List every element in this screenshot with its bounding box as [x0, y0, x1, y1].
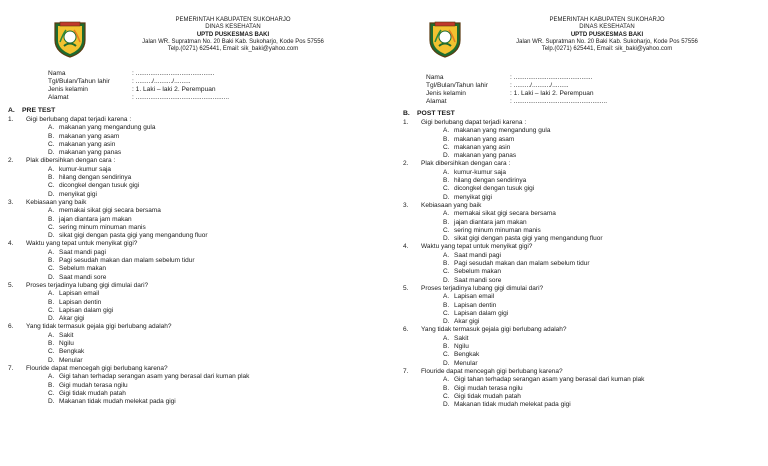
- answer-option: [403, 194, 644, 202]
- name-field: : ...........................................: [132, 70, 215, 77]
- option-letter: B.: [48, 174, 55, 182]
- option-text: Menular: [59, 356, 83, 364]
- dob-label: Tgl/Bulan/Tahun lahir: [426, 82, 488, 89]
- option-text: Saat mandi pagi: [59, 248, 106, 256]
- option-text: Gigi tidak mudah patah: [454, 392, 521, 400]
- question-number: 7.: [403, 367, 409, 375]
- question-text: Gigi berlubang dapat terjadi karena :: [421, 119, 527, 126]
- option-letter: A.: [443, 334, 450, 342]
- answer-option: [8, 340, 249, 348]
- option-text: Lapisan dalam gigi: [454, 309, 509, 317]
- section-heading: PRE TEST: [22, 107, 56, 114]
- option-text: sering minum minuman manis: [454, 226, 541, 234]
- option-letter: C.: [443, 309, 450, 317]
- question-item: [8, 365, 249, 373]
- question-text: Yang tidak termasuk gejala gigi berlubang adalah?: [26, 323, 172, 331]
- option-letter: D.: [443, 359, 450, 367]
- option-text: makanan yang panas: [454, 152, 517, 160]
- option-letter: A.: [48, 165, 55, 173]
- option-text: makanan yang asin: [59, 140, 116, 148]
- option-letter: D.: [48, 356, 55, 364]
- option-text: makanan yang asin: [454, 143, 511, 151]
- question-text: Proses terjadinya lubang gigi dimulai dari?: [26, 281, 149, 289]
- question-text: Waktu yang tepat untuk menyikat gigi?: [421, 243, 533, 251]
- option-text: Gigi tahan terhadap serangan asam yang berasal dari kuman plak: [59, 373, 250, 381]
- question-item: [403, 326, 644, 334]
- option-text: Sebelum makan: [59, 265, 106, 273]
- gender-label: Jenis kelamin: [48, 86, 88, 93]
- question-number: 3.: [403, 201, 409, 209]
- question-item: [403, 285, 644, 293]
- option-text: menyikat gigi: [454, 193, 492, 201]
- name-row: [426, 74, 607, 82]
- letterhead-address: Jalan WR. Supratman No. 20 Baki Kab. Sukoharjo, Kode Pos 57556: [142, 38, 324, 45]
- option-letter: A.: [48, 331, 55, 339]
- answer-option: [8, 174, 249, 182]
- option-text: Lapisan dentin: [59, 298, 102, 306]
- question-text: Proses terjadinya lubang gigi dimulai dari?: [421, 284, 544, 292]
- option-letter: C.: [443, 143, 450, 151]
- option-letter: A.: [48, 124, 55, 132]
- option-letter: A.: [48, 290, 55, 298]
- question-number: 6.: [8, 323, 14, 331]
- question-number: 6.: [403, 326, 409, 334]
- option-text: hilang dengan sendirinya: [59, 174, 132, 182]
- question-text: Flouride dapat mencegah gigi berlubang karena?: [421, 367, 563, 375]
- question-item: [8, 199, 249, 207]
- option-text: Makanan tidak mudah melekat pada gigi: [454, 401, 571, 409]
- question-list: [403, 119, 644, 409]
- name-field: : ...........................................: [510, 74, 593, 81]
- answer-option: [8, 274, 249, 282]
- letterhead-contact: Telp.(0271) 625441, Email: sik_baki@yahoo.com: [541, 46, 673, 53]
- answer-option: [403, 318, 644, 326]
- question-item: [403, 368, 644, 376]
- option-letter: A.: [443, 168, 450, 176]
- answer-option: [403, 385, 644, 393]
- option-text: Sakit: [454, 334, 469, 342]
- answer-option: [8, 207, 249, 215]
- letterhead-address: Jalan WR. Supratman No. 20 Baki Kab. Sukoharjo, Kode Pos 57556: [516, 38, 698, 45]
- option-text: Gigi mudah terasa ngilu: [454, 384, 523, 392]
- letterhead: [472, 17, 742, 53]
- option-text: makanan yang mengandung gula: [454, 127, 551, 135]
- question-text: Plak dibersihkan dengan cara :: [421, 160, 511, 168]
- question-item: [403, 160, 644, 168]
- option-text: Lapisan dalam gigi: [59, 306, 114, 314]
- dob-row: [426, 82, 607, 90]
- option-text: Ngilu: [454, 343, 469, 351]
- option-letter: C.: [48, 348, 55, 356]
- option-letter: C.: [443, 351, 450, 359]
- option-text: Bengkak: [59, 348, 85, 356]
- option-letter: B.: [48, 132, 55, 140]
- answer-option: [403, 393, 644, 401]
- option-text: kumur-kumur saja: [454, 168, 507, 176]
- address-row: [426, 98, 607, 106]
- letterhead-agency: DINAS KESEHATAN: [205, 24, 261, 31]
- letterhead-unit: UPTD PUSKESMAS BAKI: [570, 31, 644, 38]
- option-text: makanan yang mengandung gula: [59, 124, 156, 132]
- question-number: 5.: [8, 281, 14, 289]
- option-text: Gigi mudah terasa ngilu: [59, 381, 128, 389]
- option-letter: B.: [48, 381, 55, 389]
- option-text: Pagi sesudah makan dan malam sebelum tidur: [454, 260, 590, 268]
- option-text: menyikat gigi: [59, 190, 97, 198]
- question-number: 3.: [8, 198, 14, 206]
- question-number: 7.: [8, 364, 14, 372]
- answer-option: [8, 357, 249, 365]
- option-text: Sakit: [59, 331, 74, 339]
- option-text: sikat gigi dengan pasta gigi yang mengandung fluor: [454, 235, 603, 243]
- dob-label: Tgl/Bulan/Tahun lahir: [48, 78, 110, 85]
- option-letter: A.: [48, 248, 55, 256]
- option-letter: D.: [443, 401, 450, 409]
- option-text: memakai sikat gigi secara bersama: [454, 210, 556, 218]
- answer-option: [8, 257, 249, 265]
- regency-emblem-icon: [428, 20, 462, 58]
- option-text: Lapisan dentin: [454, 301, 497, 309]
- option-letter: A.: [443, 210, 450, 218]
- option-text: Menular: [454, 359, 478, 367]
- answer-option: [8, 332, 249, 340]
- option-text: jajan diantara jam makan: [59, 215, 132, 223]
- identity-block: [48, 70, 229, 102]
- question-item: [8, 157, 249, 165]
- option-text: kumur-kumur saja: [59, 165, 112, 173]
- answer-option: [8, 216, 249, 224]
- section-heading: POST TEST: [417, 110, 455, 117]
- option-letter: D.: [443, 152, 450, 160]
- question-text: Yang tidak termasuk gejala gigi berlubang adalah?: [421, 326, 567, 334]
- answer-option: [8, 166, 249, 174]
- question-item: [8, 282, 249, 290]
- option-text: makanan yang panas: [59, 149, 122, 157]
- answer-option: [8, 141, 249, 149]
- question-item: [403, 119, 644, 127]
- name-label: Nama: [48, 70, 66, 77]
- option-letter: C.: [443, 392, 450, 400]
- answer-option: [8, 398, 249, 406]
- answer-option: [8, 224, 249, 232]
- option-letter: A.: [443, 376, 450, 384]
- option-letter: B.: [48, 257, 55, 265]
- question-item: [8, 116, 249, 124]
- option-letter: A.: [443, 293, 450, 301]
- address-field: : ...................................................: [510, 98, 608, 105]
- answer-option: [8, 290, 249, 298]
- answer-option: [8, 149, 249, 157]
- question-number: 1.: [403, 119, 409, 126]
- option-letter: B.: [443, 343, 450, 351]
- option-letter: B.: [443, 301, 450, 309]
- question-item: [403, 202, 644, 210]
- option-letter: D.: [48, 398, 55, 406]
- gender-row: [426, 90, 607, 98]
- letterhead-government: PEMERINTAH KABUPATEN SUKOHARJO: [549, 17, 665, 23]
- answer-option: [403, 219, 644, 227]
- option-letter: C.: [48, 140, 55, 148]
- address-label: Alamat: [48, 94, 69, 101]
- option-text: Lapisan email: [59, 290, 100, 298]
- option-text: Lapisan email: [454, 293, 495, 301]
- answer-option: [8, 124, 249, 132]
- option-letter: C.: [48, 265, 55, 273]
- answer-option: [403, 169, 644, 177]
- regency-emblem-icon: [53, 20, 87, 58]
- option-letter: B.: [443, 384, 450, 392]
- option-text: memakai sikat gigi secara bersama: [59, 207, 161, 215]
- post-test-sheet: [384, 0, 768, 466]
- option-text: sikat gigi dengan pasta gigi yang mengandung fluor: [59, 232, 208, 240]
- option-letter: D.: [443, 235, 450, 243]
- option-letter: D.: [48, 232, 55, 240]
- answer-option: [8, 390, 249, 398]
- answer-option: [403, 252, 644, 260]
- identity-block: [426, 74, 607, 106]
- option-text: jajan diantara jam makan: [454, 218, 527, 226]
- gender-row: [48, 86, 229, 94]
- answer-option: [8, 373, 249, 381]
- option-text: sering minum minuman manis: [59, 223, 146, 231]
- answer-option: [403, 376, 644, 384]
- section-title: [8, 107, 55, 114]
- question-text: Kebiasaan yang baik: [26, 198, 87, 206]
- option-letter: C.: [48, 306, 55, 314]
- answer-option: [403, 360, 644, 368]
- question-item: [403, 243, 644, 251]
- question-list: [8, 116, 249, 406]
- answer-option: [403, 144, 644, 152]
- section-title: [403, 110, 455, 117]
- answer-option: [8, 191, 249, 199]
- answer-option: [403, 351, 644, 359]
- dob-field: : ........./........../.........: [132, 78, 191, 85]
- option-text: dicongkel dengan tusuk gigi: [59, 182, 140, 190]
- option-letter: B.: [48, 340, 55, 348]
- answer-option: [8, 299, 249, 307]
- question-item: [8, 323, 249, 331]
- option-letter: D.: [48, 190, 55, 198]
- section-letter: B.: [403, 110, 410, 117]
- option-letter: D.: [48, 273, 55, 281]
- question-number: 5.: [403, 284, 409, 292]
- answer-option: [403, 302, 644, 310]
- answer-option: [403, 268, 644, 276]
- question-text: Kebiasaan yang baik: [421, 201, 482, 209]
- option-text: Makanan tidak mudah melekat pada gigi: [59, 398, 176, 406]
- option-text: Saat mandi pagi: [454, 251, 501, 259]
- option-letter: D.: [443, 318, 450, 326]
- gender-label: Jenis kelamin: [426, 90, 466, 97]
- gender-field: : 1. Laki – laki 2. Perempuan: [132, 86, 216, 93]
- question-text: Flouride dapat mencegah gigi berlubang karena?: [26, 364, 168, 372]
- option-letter: B.: [443, 218, 450, 226]
- letterhead-unit: UPTD PUSKESMAS BAKI: [196, 31, 270, 38]
- question-number: 2.: [8, 157, 14, 165]
- question-number: 2.: [403, 160, 409, 168]
- option-letter: B.: [443, 135, 450, 143]
- option-text: Saat mandi sore: [59, 273, 107, 281]
- answer-option: [8, 249, 249, 257]
- option-letter: D.: [443, 193, 450, 201]
- answer-option: [8, 265, 249, 273]
- option-text: Sebelum makan: [454, 268, 501, 276]
- answer-option: [8, 315, 249, 323]
- option-letter: C.: [48, 182, 55, 190]
- answer-option: [8, 232, 249, 240]
- name-row: [48, 70, 229, 78]
- dob-field: : ........./........../.........: [510, 82, 569, 89]
- answer-option: [8, 307, 249, 315]
- question-text: Waktu yang tepat untuk menyikat gigi?: [26, 240, 138, 248]
- option-letter: C.: [443, 185, 450, 193]
- letterhead: [98, 17, 368, 53]
- option-text: hilang dengan sendirinya: [454, 177, 527, 185]
- option-text: Gigi tidak mudah patah: [59, 389, 126, 397]
- address-field: : ...................................................: [132, 94, 230, 101]
- answer-option: [8, 382, 249, 390]
- option-text: dicongkel dengan tusuk gigi: [454, 185, 535, 193]
- option-letter: B.: [443, 260, 450, 268]
- question-number: 1.: [8, 116, 14, 123]
- option-letter: D.: [48, 315, 55, 323]
- letterhead-agency: DINAS KESEHATAN: [579, 24, 635, 31]
- option-letter: A.: [48, 207, 55, 215]
- answer-option: [403, 177, 644, 185]
- section-letter: A.: [8, 107, 15, 114]
- option-letter: B.: [443, 177, 450, 185]
- answer-option: [403, 227, 644, 235]
- answer-option: [403, 293, 644, 301]
- answer-option: [8, 348, 249, 356]
- option-letter: C.: [443, 268, 450, 276]
- option-letter: A.: [443, 251, 450, 259]
- answer-option: [403, 260, 644, 268]
- answer-option: [403, 136, 644, 144]
- option-letter: D.: [443, 276, 450, 284]
- option-text: makanan yang asam: [59, 132, 120, 140]
- answer-option: [403, 310, 644, 318]
- option-text: Ngilu: [59, 340, 74, 348]
- answer-option: [403, 210, 644, 218]
- question-text: Gigi berlubang dapat terjadi karena :: [26, 116, 132, 123]
- option-text: Akar gigi: [59, 315, 85, 323]
- option-text: Gigi tahan terhadap serangan asam yang berasal dari kuman plak: [454, 376, 645, 384]
- option-text: Bengkak: [454, 351, 480, 359]
- option-letter: C.: [48, 389, 55, 397]
- answer-option: [403, 235, 644, 243]
- option-text: makanan yang asam: [454, 135, 515, 143]
- question-number: 4.: [403, 243, 409, 251]
- answer-option: [403, 127, 644, 135]
- answer-option: [403, 152, 644, 160]
- option-text: Akar gigi: [454, 318, 480, 326]
- answer-option: [8, 182, 249, 190]
- dob-row: [48, 78, 229, 86]
- answer-option: [403, 277, 644, 285]
- answer-option: [403, 185, 644, 193]
- option-letter: B.: [48, 215, 55, 223]
- option-text: Pagi sesudah makan dan malam sebelum tidur: [59, 257, 195, 265]
- answer-option: [8, 133, 249, 141]
- address-label: Alamat: [426, 98, 447, 105]
- address-row: [48, 94, 229, 102]
- option-letter: C.: [48, 223, 55, 231]
- option-letter: C.: [443, 226, 450, 234]
- answer-option: [403, 343, 644, 351]
- gender-field: : 1. Laki – laki 2. Perempuan: [510, 90, 594, 97]
- option-letter: A.: [443, 127, 450, 135]
- answer-option: [403, 401, 644, 409]
- question-item: [8, 240, 249, 248]
- answer-option: [403, 335, 644, 343]
- name-label: Nama: [426, 74, 444, 81]
- letterhead-government: PEMERINTAH KABUPATEN SUKOHARJO: [175, 17, 291, 23]
- option-letter: D.: [48, 149, 55, 157]
- question-text: Plak dibersihkan dengan cara :: [26, 157, 116, 165]
- option-letter: B.: [48, 298, 55, 306]
- option-text: Saat mandi sore: [454, 276, 502, 284]
- question-number: 4.: [8, 240, 14, 248]
- letterhead-contact: Telp.(0271) 625441, Email: sik_baki@yahoo.com: [167, 46, 299, 53]
- option-letter: A.: [48, 373, 55, 381]
